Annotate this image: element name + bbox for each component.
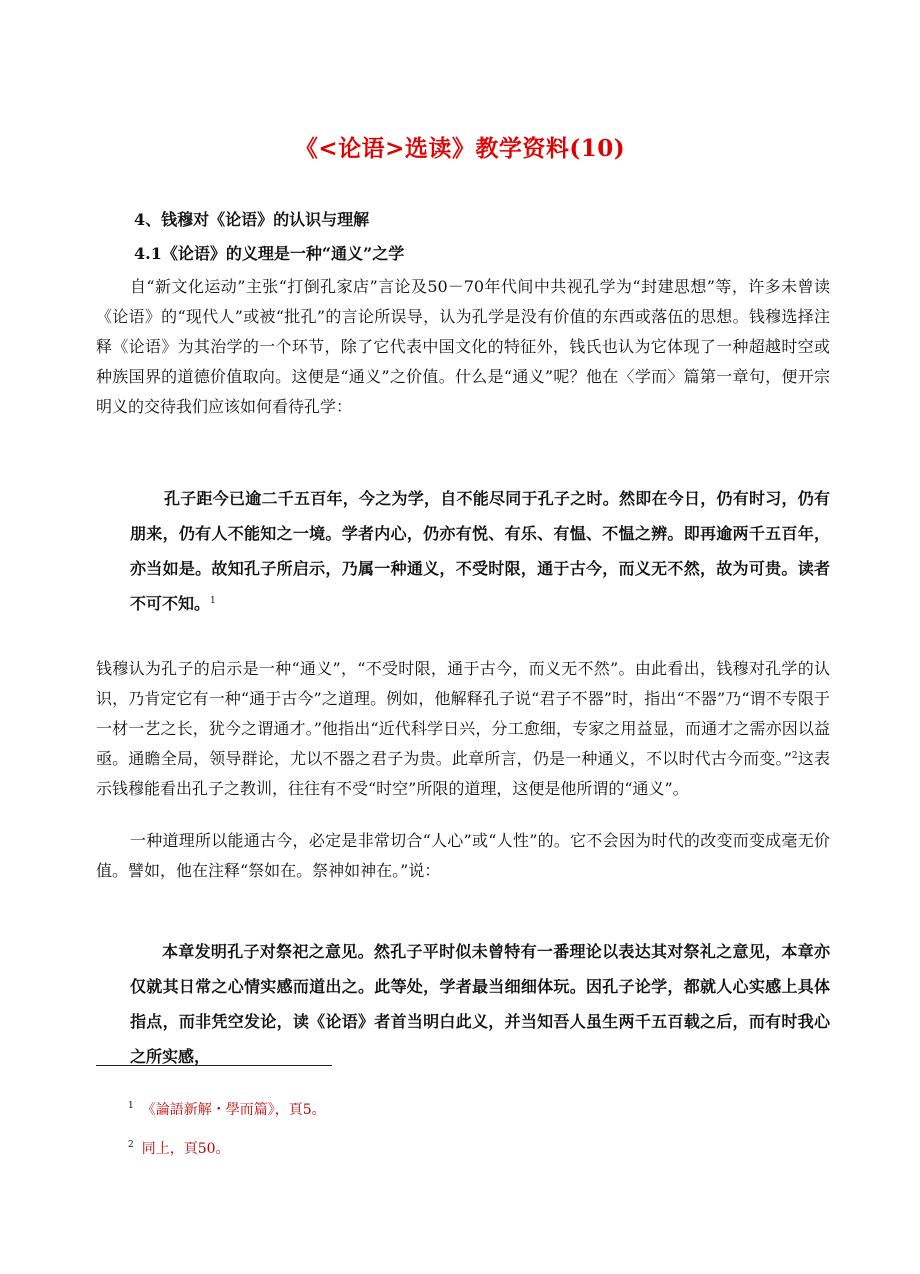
footnote-2-number: 2 [128,1140,134,1150]
footnote-ref-2[interactable]: 2 [791,751,798,761]
paragraph-tongyi-text-a: 钱穆认为孔子的启示是一种“通义”，“不受时限，通于古今，而义无不然”。由此看出，钱穆对孔学的认识，乃肯定它有一种“通于古今”之道理。例如，他解释孔子说“君子不器”时，指出“不器”乃“谓不专限于一材一艺之长，犹今之谓通才。”他指出“近代科学日兴，分工愈细，专家之用益显，而通才之需亦因以益亟。通瞻全局，领导群论，尤以不器之君子为贵。此章所言，仍是一种通义，不以时代古今而变。” [96,659,830,768]
paragraph-tongyi [96,654,830,804]
block-quote-2: 本章发明孔子对祭祀之意见。然孔子平时似未曾特有一番理论以表达其对祭礼之意见，本章亦仅就其日常之心情实感而道出之。此等处，学者最当细细体玩。因孔子论学，都就人心实感上具体指点，而非凭空发论，读《论语》者首当明白此义，并当知吾人虽生两千五百载之后，而有时我心之所实感， [130,942,830,1066]
footnote-1 [128,1099,326,1119]
paragraph-intro: 自“新文化运动”主张“打倒孔家店”言论及50－70年代间中共视孔学为“封建思想”等，许多未曾读《论语》的“现代人”或被“批孔”的言论所误导，认为孔学是没有价值的东西或落伍的思想。钱穆选择注释《论语》为其治学的一个环节，除了它代表中国文化的特征外，钱氏也认为它体现了一种超越时空或种族国界的道德价值取向。这便是“通义”之价值。什么是“通义”呢？他在〈学而〉篇第一章句，便开宗明义的交待我们应该如何看待孔学： [96,277,830,416]
paragraph-tongyi-text-b: 这表示钱穆能看出孔子之教训，往往有不受“时空”所限的道理，这便是他所谓的“通义”。 [96,749,830,798]
footnote-divider [96,1065,332,1066]
footnote-1-number: 1 [128,1101,134,1111]
block-quote-1 [130,481,830,621]
section-heading: 4、钱穆对《论语》的认识与理解 [134,210,370,229]
footnote-2-text: 同上，頁50。 [141,1141,230,1157]
subsection-heading: 4.1《论语》的义理是一种“通义”之学 [134,244,405,263]
footnote-1-text: 《論語新解・學而篇》，頁5。 [141,1102,326,1118]
footnote-2 [128,1138,230,1158]
block-quote-1-text: 孔子距今已逾二千五百年，今之为学，自不能尽同于孔子之时。然即在今日，仍有时习，仍有朋来，仍有人不能知之一境。学者内心，仍亦有悦、有乐、有愠、不愠之辨。即再逾两千五百年，亦当如是。故知孔子所启示，乃属一种通义，不受时限，通于古今，而义无不然，故为可贵。读者不可不知。 [130,489,830,613]
paragraph-renxin: 一种道理所以能通古今，必定是非常切合“人心”或“人性”的。它不会因为时代的改变而变成毫无价值。譬如，他在注释“祭如在。祭神如神在。”说： [96,831,830,880]
footnote-ref-1[interactable]: 1 [210,596,216,606]
document-title: 《<论语>选读》教学资料(10) [294,135,626,162]
